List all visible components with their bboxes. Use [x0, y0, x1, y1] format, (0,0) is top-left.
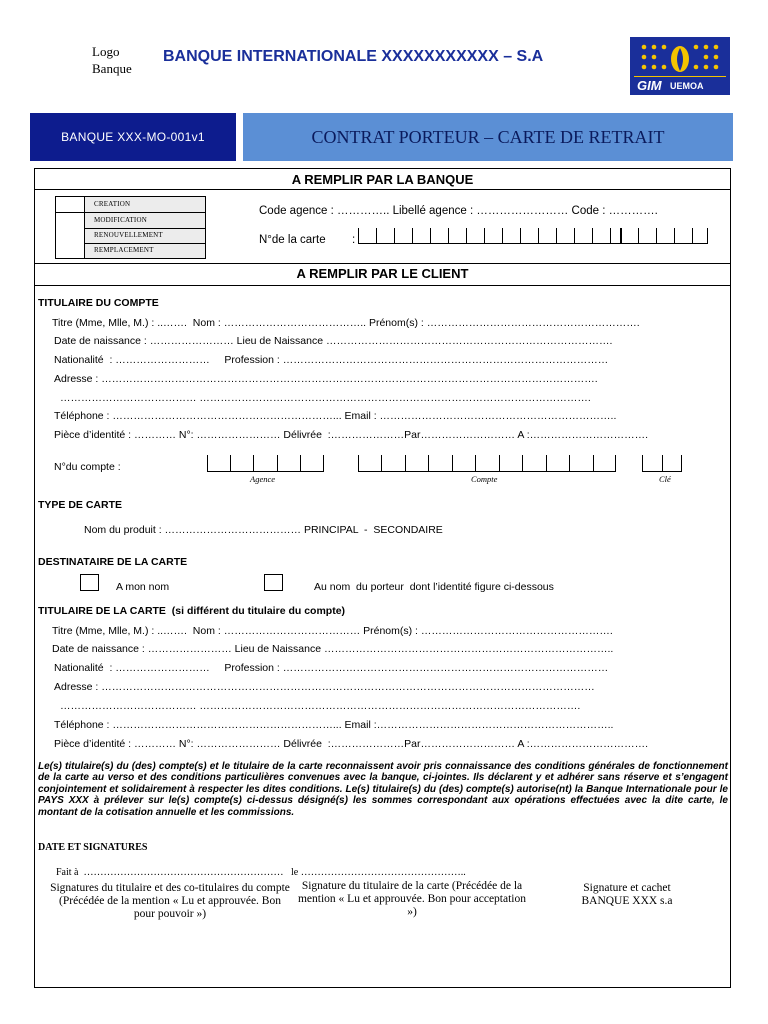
divider [34, 189, 731, 190]
card-number-input[interactable] [358, 228, 708, 244]
product-name-field[interactable]: Nom du produit : ………………………………… PRINCIPAL - SECONDAIRE [84, 524, 443, 536]
card-holder-address-field-2[interactable]: ………………………………… ………………………………………………………………………………………………. [60, 700, 581, 712]
gim-uemoa-logo [630, 37, 730, 95]
request-type-label: RENOUVELLEMENT [94, 231, 163, 239]
agency-caption: Agence [250, 474, 276, 484]
account-holder-address-field[interactable]: Adresse : ……………………………………………………………………………………………………………………………. [54, 373, 598, 385]
place-date-field[interactable]: Fait à …………………………………………………… le ………………………………………….. [56, 867, 466, 878]
bank-logo-placeholder [92, 43, 132, 77]
svg-text:UEMOA: UEMOA [670, 81, 704, 91]
bank-name: BANQUE INTERNATIONALE XXXXXXXXXXX – S.A [163, 48, 544, 65]
card-holder-phone-field[interactable]: Téléphone : ………………………………………………………... Email :………………………………………………………….. [54, 719, 614, 731]
divider [34, 285, 731, 286]
checkbox[interactable] [56, 228, 85, 243]
recipient-self-label: A mon nom [116, 581, 170, 593]
account-holder-heading: TITULAIRE DU COMPTE [38, 297, 159, 309]
card-type-heading: TYPE DE CARTE [38, 499, 123, 511]
card-holder-name-field[interactable]: Titre (Mme, Mlle, M.) : ..……. Nom : ………………………………… Prénom(s) : ………………………………………………. [52, 625, 613, 637]
key-caption: Clé [659, 474, 671, 484]
form-reference: BANQUE XXX-MO-001v1 [30, 113, 236, 161]
account-caption: Compte [471, 474, 498, 484]
recipient-heading: DESTINATAIRE DE LA CARTE [38, 556, 188, 568]
request-type-replacement[interactable] [56, 243, 205, 258]
request-type-label: MODIFICATION [94, 216, 147, 224]
divider [34, 263, 731, 264]
account-holder-id-field[interactable]: Pièce d’identité : ………… N°: …………………… Délivrée :…………………Par……………………… A :……………………………. [54, 429, 649, 441]
card-holder-signature-block[interactable]: Signature du titulaire de la carte (Précédée de la mention « Lu et approuvée. Bon pour acceptation ») [297, 880, 526, 918]
card-number-label: N°de la carte [259, 234, 326, 246]
logo-label-bank: Banque [92, 61, 132, 76]
contract-title-banner [243, 113, 733, 161]
account-number-input[interactable] [358, 455, 616, 472]
request-type-creation[interactable] [56, 197, 205, 213]
account-holder-birth-field[interactable]: Date de naissance : …………………… Lieu de Naissance ………………………………………………………………………. [54, 335, 613, 347]
bank-signature-block[interactable]: Signature et cachet BANQUE XXX s.a [581, 882, 673, 907]
contract-title: CONTRAT PORTEUR – CARTE DE RETRAIT [311, 126, 665, 147]
card-holder-heading: TITULAIRE DE LA CARTE (si différent du titulaire du compte) [38, 605, 346, 617]
recipient-holder-checkbox[interactable] [264, 574, 283, 591]
checkbox[interactable] [56, 197, 85, 212]
card-holder-id-field[interactable]: Pièce d’identité : ………… N°: …………………… Délivrée :…………………Par……………………… A :……………………………. [54, 738, 649, 750]
request-type-label: REMPLACEMENT [94, 246, 154, 254]
account-holder-name-field[interactable]: Titre (Mme, Mlle, M.) : ..……. Nom : ………………………………….. Prénom(s) : ……………………………………………………. [52, 317, 640, 329]
account-number-label: N°du compte : [54, 461, 121, 473]
svg-text:GIM: GIM [637, 78, 662, 93]
account-holder-nationality-field[interactable]: Nationalité : ……………………… Profession : ………………………………………………………………………………… [54, 354, 609, 366]
form-frame [34, 168, 731, 988]
card-holder-birth-field[interactable]: Date de naissance : …………………… Lieu de Naissance ……………………………………………………………………….. [52, 643, 614, 655]
request-type-label: CREATION [94, 200, 131, 208]
card-holder-address-field[interactable]: Adresse : …………………………………………………………………………………………………………………………… [54, 681, 595, 693]
holders-signature-block[interactable]: Signatures du titulaire et des co-titulaires du compte (Précédée de la mention « Lu et approuvée. Bon pour pouvoir ») [50, 882, 290, 920]
checkbox[interactable] [56, 213, 85, 228]
account-agency-input[interactable] [207, 455, 324, 472]
recipient-self-checkbox[interactable] [80, 574, 99, 591]
bank-section-heading: A REMPLIR PAR LA BANQUE [291, 172, 474, 187]
agency-field[interactable]: Code agence : ………….. Libellé agence : …………………… Code : …………. [259, 205, 658, 217]
request-type-renewal[interactable] [56, 228, 205, 244]
account-holder-address-field-2[interactable]: ………………………………… …………………………………………………………………………………………………. [60, 392, 591, 404]
signatures-heading: DATE ET SIGNATURES [38, 842, 148, 853]
client-section-heading: A REMPLIR PAR LE CLIENT [296, 266, 469, 281]
checkbox[interactable] [56, 243, 85, 258]
request-type-modification[interactable] [56, 213, 205, 229]
account-key-input[interactable] [642, 455, 682, 472]
request-type-checklist [55, 196, 206, 259]
legal-terms-paragraph: Le(s) titulaire(s) du (des) compte(s) et le titulaire de la carte reconnaissent avoir pris connaissance des conditions générales de fonctionnement de la carte au verso et des conditions particulières convenues avec la banque, ci-jointes. Ils déclarent y et adhérer sans réserve et s’engagent conjointement et solidairement à respecter les dites conditions. Le(s) titulaire(s) du (des) compte(s) autorise(nt) la Banque Internationale pour le PAYS XXX à prélever sur le(s) compte(s) ci-dessus désigné(s) les sommes correspondant aux opérations effectuées avec la dite carte, le montant de la cotisation annuelle et les commissions. [38, 761, 728, 818]
card-number-colon: : [352, 234, 356, 246]
logo-label: Logo [92, 44, 120, 59]
card-holder-nationality-field[interactable]: Nationalité : ……………………… Profession : ………………………………………………………………………………… [54, 662, 609, 674]
recipient-holder-label: Au nom du porteur dont l’identité figure ci-dessous [314, 581, 554, 593]
account-holder-phone-field[interactable]: Téléphone : ………………………………………………………... Email : ………………………………………………………….. [54, 410, 617, 422]
